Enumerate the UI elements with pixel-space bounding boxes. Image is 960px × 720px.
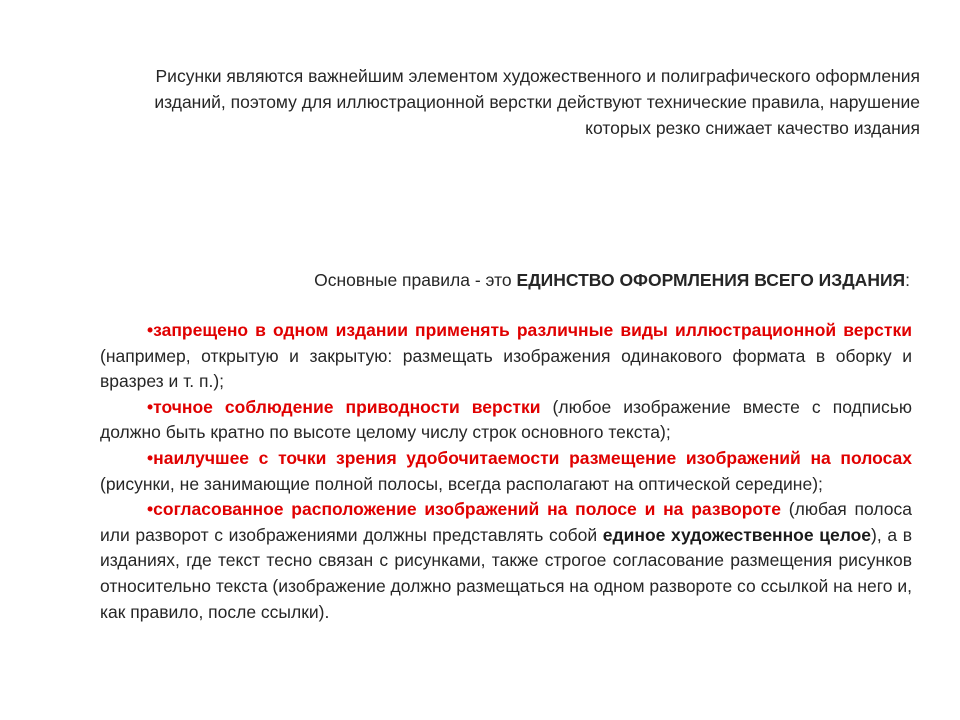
rules-heading xyxy=(120,267,910,293)
rule-highlight: запрещено в одном издании применять различные виды иллюстрационной верстки xyxy=(153,320,912,340)
rule-text: (например, открытую и закрытую: размещать изображения одинакового формата в оборку и вразрез и т. п.); xyxy=(100,345,912,392)
rule-bold-phrase: единое художественное целое xyxy=(602,524,872,545)
rule-text-after: ), а в изданиях, где текст тесно связан с рисунками, также строгое согласование размещения рисунков относительно текста (изображение должно размещаться на одном развороте со ссылкой на него и, как правило, после ссылки). xyxy=(100,524,912,622)
rule-item-2 xyxy=(100,395,912,446)
rule-item-1 xyxy=(100,318,912,395)
heading-suffix: : xyxy=(905,270,910,290)
rule-highlight: наилучшее с точки зрения удобочитаемости размещение изображений на полосах xyxy=(153,447,912,468)
bullet-icon: • xyxy=(147,499,154,520)
bullet-icon: • xyxy=(147,320,154,340)
rule-text-before: (любая полоса или разворот с изображениями должны представлять собой xyxy=(100,499,912,545)
heading-prefix: Основные правила - это xyxy=(314,270,517,290)
intro-paragraph: Рисунки являются важнейшим элементом художественного и полиграфического оформления изданий, поэтому для иллюстрационной верстки действуют технические правила, нарушение которых резко снижает качество издания xyxy=(154,66,920,138)
rule-text: (рисунки, не занимающие полной полосы, всегда располагают на оптической середине); xyxy=(100,473,823,494)
rule-item-4 xyxy=(100,497,912,625)
rule-item-3 xyxy=(100,446,912,497)
rules-list xyxy=(100,318,912,625)
heading-emphasis: ЕДИНСТВО ОФОРМЛЕНИЯ ВСЕГО ИЗДАНИЯ xyxy=(516,270,906,290)
rule-text: (любое изображение вместе с подписью должно быть кратно по высоте целому числу строк основного текста); xyxy=(100,396,912,443)
bullet-icon: • xyxy=(147,396,154,417)
bullet-icon: • xyxy=(147,447,154,468)
rule-highlight: согласованное расположение изображений на полосе и на развороте xyxy=(153,499,781,520)
rule-highlight: точное соблюдение приводности верстки xyxy=(153,396,541,417)
